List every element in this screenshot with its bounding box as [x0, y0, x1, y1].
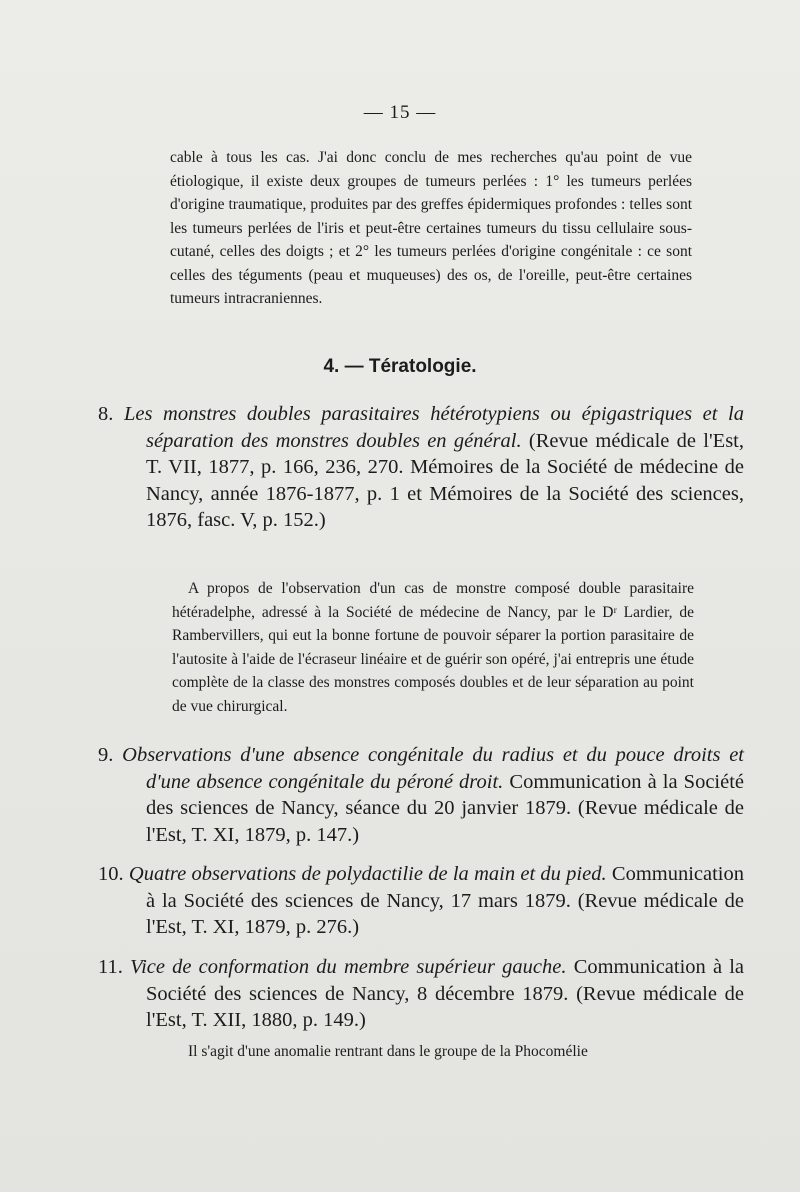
intro-paragraph: cable à tous les cas. J'ai donc conclu de mes recherches qu'au point de vue étiologique, il existe deux groupes de tumeurs perlées : 1° les tumeurs perlées d'origine traumatique, produites par des greffes épidermiques profondes : telles sont les tumeurs perlées de l'iris et peut-être certaines tumeurs du tissu cellulaire sous-cutané, celles des doigts ; et 2° les tumeurs perlées d'origine congénitale : ce sont celles des téguments (peau et muqueuses) des os, de l'oreille, peut-être certaines tumeurs intracraniennes.: [170, 149, 692, 307]
entry-reference: Communication à la Société des sciences de Nancy, 17 mars 1879. (Revue médicale de l'Est, T. XI, 1879, p. 276.): [146, 863, 744, 938]
page-number: — 15 —: [363, 102, 437, 123]
entry-note-8: A propos de l'observation d'un cas de monstre composé double parasitaire hétéradelphe, adressé à la Société de médecine de Nancy, par le Dʳ Lardier, de Rambervillers, qui eut la bonne fortune de pouvoir séparer la portion parasitaire de l'autosite à l'aide de l'écraseur linéaire et de guérir son opéré, j'ai entrepris une étude complète de la classe des monstres composés doubles et de leur séparation au point de vue chirurgical.: [172, 580, 694, 715]
entry-reference: Communication à la Société des sciences de Nancy, séance du 20 janvier 1879. (Revue médicale de l'Est, T. XI, 1879, p. 147.): [146, 770, 745, 846]
entry-title: Observations d'une absence congénitale du radius et du pouce droits et d'une absence congénitale du péroné droit.: [122, 744, 744, 793]
entry-number: 8.: [98, 403, 114, 425]
entry-title: Les monstres doubles parasitaires hétérotypiens ou épigastriques et la séparation des monstres doubles en général.: [123, 403, 745, 452]
entry-number: 11.: [98, 956, 123, 978]
bibliography-entry-11: [98, 954, 744, 1034]
entry-reference: (Revue médicale de l'Est, T. VII, 1877, p. 166, 236, 270. Mémoires de la Société de médecine de Nancy, année 1876-1877, p. 1 et Mémoires de la Société des sciences, 1876, fasc. V, p. 152.): [146, 429, 744, 531]
section-heading: 4. — Tératologie.: [323, 356, 477, 377]
entry-number: 10.: [98, 863, 124, 885]
entry-title: Quatre observations de polydactilie de la main et du pied.: [128, 863, 607, 885]
entry-note-11: Il s'agit d'une anomalie rentrant dans le groupe de la Phocomélie: [188, 1043, 588, 1060]
bibliography-entry-8: [98, 401, 744, 534]
entry-title: Vice de conformation du membre supérieur gauche.: [130, 956, 567, 978]
entry-number: 9.: [98, 744, 114, 766]
entry-reference: Communication à la Société des sciences de Nancy, 8 décembre 1879. (Revue médicale de l'Est, T. XII, 1880, p. 149.): [146, 956, 745, 1031]
bibliography-entry-9: [98, 742, 744, 848]
bibliography-entry-10: [98, 861, 744, 941]
